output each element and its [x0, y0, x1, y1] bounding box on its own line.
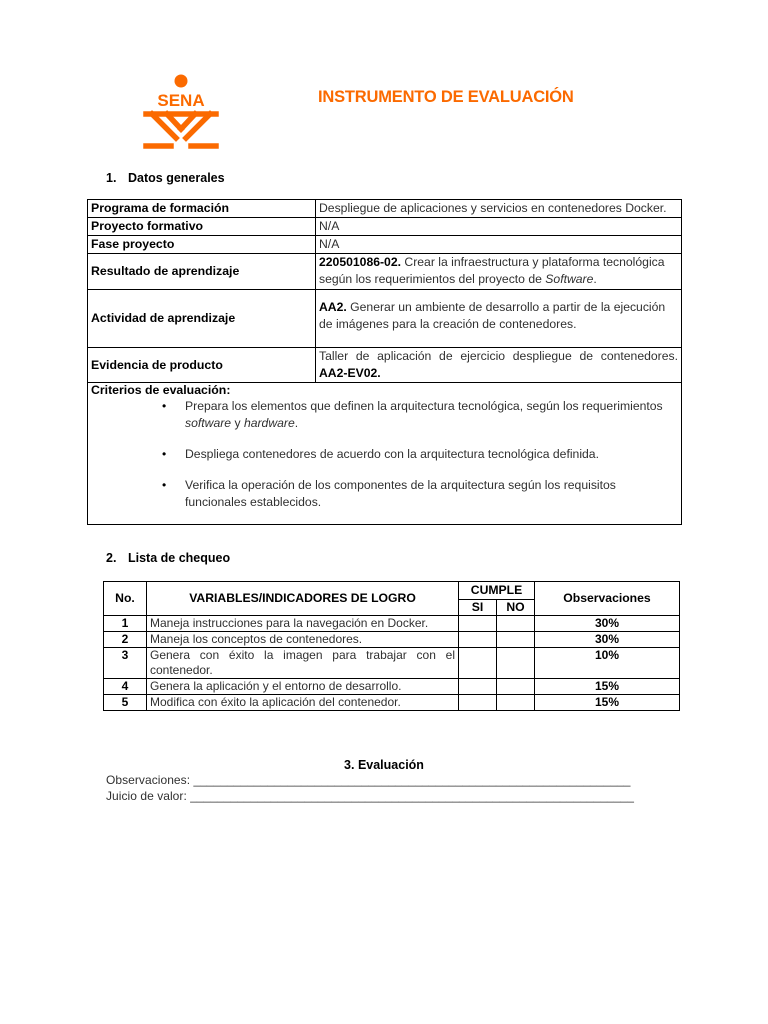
section-number: 2. — [106, 551, 117, 565]
table-row — [88, 218, 682, 236]
row-label: Proyecto formativo — [88, 218, 316, 236]
row-indicator: Genera la aplicación y el entorno de desarrollo. — [147, 679, 459, 695]
cell-si[interactable] — [459, 616, 497, 632]
row-number: 1 — [104, 616, 147, 632]
section-title: Datos generales — [128, 171, 225, 185]
table-row — [88, 383, 682, 525]
row-value: N/A — [316, 218, 682, 236]
list-item — [162, 398, 678, 432]
learning-result-code: 220501086-02. — [319, 255, 402, 269]
row-indicator: Maneja los conceptos de contenedores. — [147, 632, 459, 648]
document-title: INSTRUMENTO DE EVALUACIÓN — [318, 88, 574, 106]
table-row — [104, 632, 680, 648]
row-number: 2 — [104, 632, 147, 648]
activity-code: AA2. — [319, 300, 347, 314]
juicio-valor-blank[interactable]: __________________________________________________________________ — [190, 789, 635, 803]
table-row — [88, 254, 682, 290]
row-label: Evidencia de producto — [88, 348, 316, 383]
header-no: No. — [104, 582, 147, 616]
row-label: Actividad de aprendizaje — [88, 290, 316, 348]
general-data-table — [87, 199, 682, 525]
section-heading-datos-generales — [106, 171, 225, 185]
header-variables: VARIABLES/INDICADORES DE LOGRO — [147, 582, 459, 616]
observaciones-label: Observaciones: — [106, 773, 191, 787]
cell-si[interactable] — [459, 648, 497, 679]
criteria-cell — [88, 383, 682, 525]
section-heading-lista-chequeo — [106, 551, 230, 565]
cell-no[interactable] — [497, 616, 535, 632]
section-title: Lista de chequeo — [128, 551, 231, 565]
header-no-col: NO — [497, 600, 535, 616]
table-row — [104, 648, 680, 679]
criteria-text: y — [231, 416, 244, 430]
row-indicator: Maneja instrucciones para la navegación en Docker. — [147, 616, 459, 632]
evidence-code: AA2-EV02. — [319, 366, 381, 380]
table-row — [88, 348, 682, 383]
cell-si[interactable] — [459, 632, 497, 648]
learning-result-italic: Software — [545, 272, 594, 286]
criteria-text: . — [294, 416, 299, 430]
table-row — [88, 290, 682, 348]
table-header-row — [104, 582, 680, 600]
activity-text: Generar un ambiente de desarrollo a partir de la ejecución de imágenes para la creación de contenedores. — [319, 300, 666, 331]
list-item: • Despliega contenedores de acuerdo con la arquitectura tecnológica definida. — [162, 446, 678, 463]
table-row — [104, 616, 680, 632]
cell-no[interactable] — [497, 695, 535, 711]
row-number: 3 — [104, 648, 147, 679]
header-si: SI — [459, 600, 497, 616]
row-number: 5 — [104, 695, 147, 711]
cell-no[interactable] — [497, 679, 535, 695]
list-item: • Verifica la operación de los componentes de la arquitectura según los requisitos funcionales establecidos. — [162, 477, 678, 511]
row-label: Programa de formación — [88, 200, 316, 218]
row-value — [316, 290, 682, 348]
row-observation: 15% — [535, 695, 680, 711]
table-row — [104, 695, 680, 711]
row-observation: 30% — [535, 632, 680, 648]
header-observaciones: Observaciones — [535, 582, 680, 616]
table-row — [88, 200, 682, 218]
cell-no[interactable] — [497, 632, 535, 648]
criteria-italic: software — [185, 416, 232, 430]
row-value — [316, 348, 682, 383]
svg-text:SENA: SENA — [157, 91, 205, 110]
row-value: N/A — [316, 236, 682, 254]
juicio-valor-label: Juicio de valor: — [106, 789, 187, 803]
cell-si[interactable] — [459, 695, 497, 711]
observaciones-blank[interactable]: _________________________________________________________________ — [193, 773, 631, 787]
row-value: Despliegue de aplicaciones y servicios en contenedores Docker. — [316, 200, 682, 218]
row-observation: 10% — [535, 648, 680, 679]
sena-logo — [143, 74, 219, 150]
row-indicator: Modifica con éxito la aplicación del contenedor. — [147, 695, 459, 711]
observaciones-line[interactable] — [106, 773, 631, 787]
table-row — [88, 236, 682, 254]
evidence-text: Taller de aplicación de ejercicio despliegue de contenedores. — [319, 349, 678, 363]
row-value — [316, 254, 682, 290]
row-label: Resultado de aprendizaje — [88, 254, 316, 290]
juicio-valor-line[interactable] — [106, 789, 634, 803]
learning-result-end: . — [593, 272, 597, 286]
section-number: 1. — [106, 171, 117, 185]
cell-no[interactable] — [497, 648, 535, 679]
criteria-title: Criterios de evaluación: — [91, 383, 231, 397]
row-observation: 15% — [535, 679, 680, 695]
criteria-italic: hardware — [243, 416, 295, 430]
row-observation: 30% — [535, 616, 680, 632]
table-row — [104, 679, 680, 695]
checklist-table — [103, 581, 680, 711]
row-number: 4 — [104, 679, 147, 695]
header-cumple: CUMPLE — [459, 582, 535, 600]
cell-si[interactable] — [459, 679, 497, 695]
criteria-list — [91, 398, 678, 523]
learning-result-text: Crear la infraestructura y plataforma tecnológica según los requerimientos del proyecto de — [319, 255, 665, 286]
row-label: Fase proyecto — [88, 236, 316, 254]
row-indicator: Genera con éxito la imagen para trabajar con el contenedor. — [147, 648, 459, 679]
criteria-text: Prepara los elementos que definen la arquitectura tecnológica, según los requerimientos — [185, 399, 663, 413]
section-heading-evaluacion: 3. Evaluación — [344, 758, 424, 772]
